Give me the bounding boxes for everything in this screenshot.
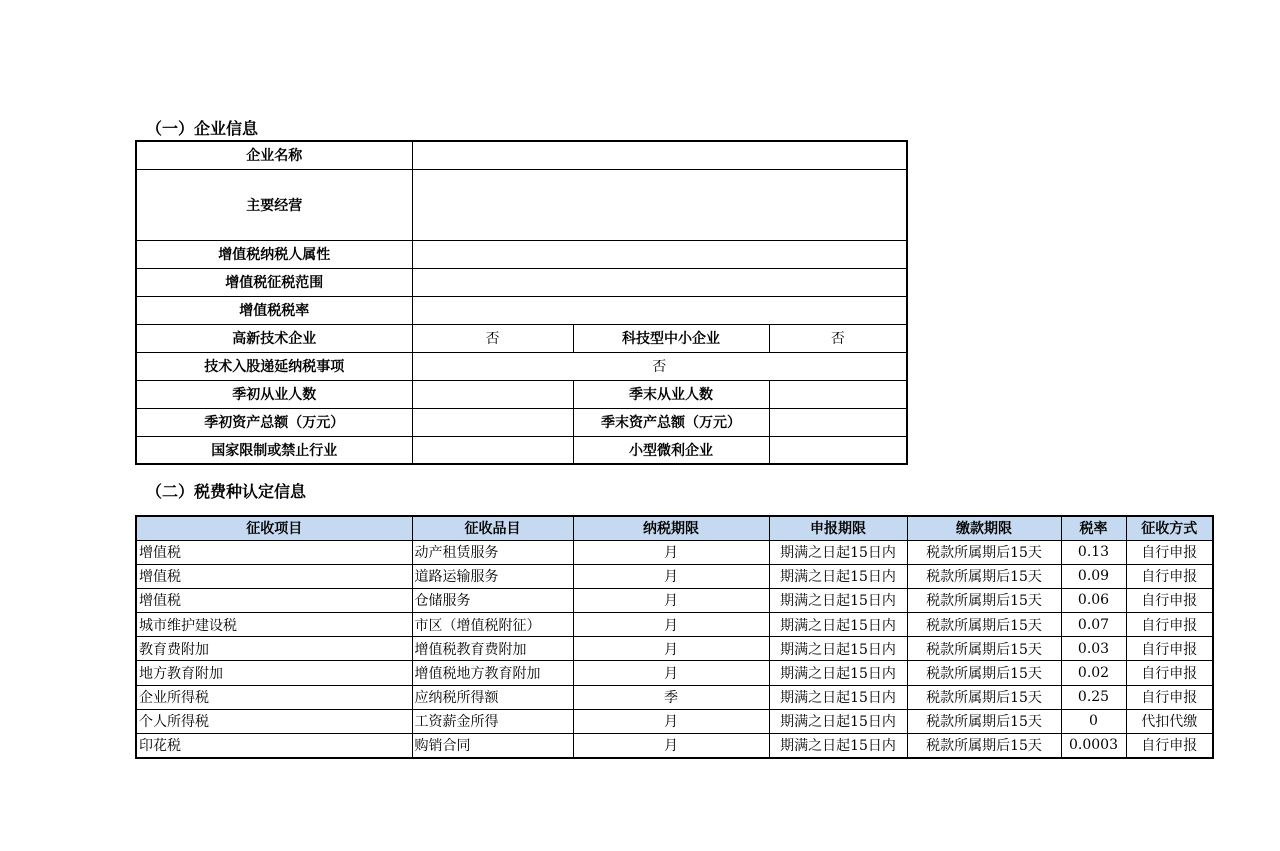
cell-tax-category[interactable]: 增值税地方教育附加	[412, 661, 573, 685]
column-header: 征收方式	[1126, 516, 1213, 540]
table-row	[136, 564, 1213, 588]
cell-payment-deadline[interactable]: 税款所属期后15天	[907, 564, 1061, 588]
cell-label: 季末资产总额（万元）	[573, 408, 769, 436]
cell-tax-rate[interactable]: 0.03	[1061, 637, 1126, 661]
cell-collection-method[interactable]: 自行申报	[1126, 734, 1213, 758]
cell-tax-category[interactable]: 应纳税所得额	[412, 685, 573, 709]
cell-tax-period[interactable]: 月	[573, 540, 769, 564]
cell-tax-category[interactable]: 工资薪金所得	[412, 709, 573, 733]
emp-start-value[interactable]	[412, 380, 573, 408]
cell-label: 小型微利企业	[573, 436, 769, 464]
cell-collection-method[interactable]: 自行申报	[1126, 613, 1213, 637]
cell-label: 增值税税率	[136, 296, 412, 324]
table-row	[136, 352, 907, 380]
cell-collection-method[interactable]: 自行申报	[1126, 685, 1213, 709]
table-row	[136, 380, 907, 408]
cell-payment-deadline[interactable]: 税款所属期后15天	[907, 734, 1061, 758]
table-row	[136, 613, 1213, 637]
assets-end-value[interactable]	[769, 408, 907, 436]
column-header: 征收项目	[136, 516, 412, 540]
column-header: 纳税期限	[573, 516, 769, 540]
table-row	[136, 141, 907, 169]
cell-tax-category[interactable]: 购销合同	[412, 734, 573, 758]
tax-type-table	[135, 515, 1214, 759]
section-title-enterprise-info: （一）企业信息	[146, 119, 259, 138]
cell-collection-method[interactable]: 自行申报	[1126, 588, 1213, 612]
cell-collection-method[interactable]: 自行申报	[1126, 540, 1213, 564]
cell-filing-deadline[interactable]: 期满之日起15日内	[769, 564, 907, 588]
table-row	[136, 588, 1213, 612]
enterprise-info-table	[135, 140, 908, 465]
cell-tax-item[interactable]: 企业所得税	[136, 685, 412, 709]
cell-tax-item[interactable]: 增值税	[136, 564, 412, 588]
cell-tax-rate[interactable]: 0.13	[1061, 540, 1126, 564]
cell-tax-rate[interactable]: 0.06	[1061, 588, 1126, 612]
cell-payment-deadline[interactable]: 税款所属期后15天	[907, 637, 1061, 661]
cell-filing-deadline[interactable]: 期满之日起15日内	[769, 613, 907, 637]
cell-tax-item[interactable]: 城市维护建设税	[136, 613, 412, 637]
table-header-row	[136, 516, 1213, 540]
cell-label: 季末从业人数	[573, 380, 769, 408]
cell-tax-category[interactable]: 市区（增值税附征）	[412, 613, 573, 637]
cell-payment-deadline[interactable]: 税款所属期后15天	[907, 661, 1061, 685]
cell-payment-deadline[interactable]: 税款所属期后15天	[907, 588, 1061, 612]
assets-start-value[interactable]	[412, 408, 573, 436]
cell-collection-method[interactable]: 自行申报	[1126, 637, 1213, 661]
cell-filing-deadline[interactable]: 期满之日起15日内	[769, 734, 907, 758]
table-row	[136, 240, 907, 268]
cell-payment-deadline[interactable]: 税款所属期后15天	[907, 613, 1061, 637]
cell-tax-period[interactable]: 月	[573, 734, 769, 758]
cell-tax-rate[interactable]: 0.0003	[1061, 734, 1126, 758]
emp-end-value[interactable]	[769, 380, 907, 408]
cell-tax-rate[interactable]: 0	[1061, 709, 1126, 733]
cell-collection-method[interactable]: 自行申报	[1126, 564, 1213, 588]
cell-label: 增值税纳税人属性	[136, 240, 412, 268]
cell-payment-deadline[interactable]: 税款所属期后15天	[907, 709, 1061, 733]
cell-tax-rate[interactable]: 0.02	[1061, 661, 1126, 685]
cell-label: 国家限制或禁止行业	[136, 436, 412, 464]
cell-label: 高新技术企业	[136, 324, 412, 352]
small-value[interactable]	[769, 436, 907, 464]
cell-tax-item[interactable]: 地方教育附加	[136, 661, 412, 685]
column-header: 申报期限	[769, 516, 907, 540]
deferral-value[interactable]: 否	[412, 352, 907, 380]
cell-tax-category[interactable]: 仓储服务	[412, 588, 573, 612]
cell-tax-category[interactable]: 道路运输服务	[412, 564, 573, 588]
table-row	[136, 408, 907, 436]
cell-tax-item[interactable]: 教育费附加	[136, 637, 412, 661]
cell-label: 技术入股递延纳税事项	[136, 352, 412, 380]
cell-tax-item[interactable]: 增值税	[136, 540, 412, 564]
table-row	[136, 661, 1213, 685]
table-row	[136, 685, 1213, 709]
cell-tax-rate[interactable]: 0.07	[1061, 613, 1126, 637]
cell-tax-period[interactable]: 月	[573, 588, 769, 612]
cell-tax-period[interactable]: 季	[573, 685, 769, 709]
cell-filing-deadline[interactable]: 期满之日起15日内	[769, 709, 907, 733]
cell-label: 季初资产总额（万元）	[136, 408, 412, 436]
cell-tax-item[interactable]: 印花税	[136, 734, 412, 758]
cell-tax-period[interactable]: 月	[573, 564, 769, 588]
restricted-value[interactable]	[412, 436, 573, 464]
cell-filing-deadline[interactable]: 期满之日起15日内	[769, 588, 907, 612]
cell-tax-category[interactable]: 动产租赁服务	[412, 540, 573, 564]
cell-label: 科技型中小企业	[573, 324, 769, 352]
cell-tax-period[interactable]: 月	[573, 613, 769, 637]
cell-tax-item[interactable]: 个人所得税	[136, 709, 412, 733]
table-row	[136, 268, 907, 296]
cell-tax-rate[interactable]: 0.25	[1061, 685, 1126, 709]
column-header: 税率	[1061, 516, 1126, 540]
cell-tax-period[interactable]: 月	[573, 709, 769, 733]
table-row	[136, 296, 907, 324]
cell-payment-deadline[interactable]: 税款所属期后15天	[907, 540, 1061, 564]
table-row	[136, 324, 907, 352]
cell-label: 增值税征税范围	[136, 268, 412, 296]
hightech-value[interactable]: 否	[412, 324, 573, 352]
cell-tax-period[interactable]: 月	[573, 637, 769, 661]
cell-collection-method[interactable]: 代扣代缴	[1126, 709, 1213, 733]
vat-attribute-value[interactable]	[412, 240, 907, 268]
cell-filing-deadline[interactable]: 期满之日起15日内	[769, 661, 907, 685]
cell-filing-deadline[interactable]: 期满之日起15日内	[769, 540, 907, 564]
vat-scope-value[interactable]	[412, 268, 907, 296]
cell-collection-method[interactable]: 自行申报	[1126, 661, 1213, 685]
column-header: 征收品目	[412, 516, 573, 540]
table-row	[136, 709, 1213, 733]
cell-label: 季初从业人数	[136, 380, 412, 408]
main-business-value[interactable]	[412, 169, 907, 240]
vat-rate-value[interactable]	[412, 296, 907, 324]
cell-tax-period[interactable]: 月	[573, 661, 769, 685]
cell-label: 主要经营	[136, 169, 412, 240]
table-row	[136, 734, 1213, 758]
section-title-tax-types: （二）税费种认定信息	[146, 482, 307, 501]
column-header: 缴款期限	[907, 516, 1061, 540]
enterprise-name-value[interactable]	[412, 141, 907, 169]
cell-tax-item[interactable]: 增值税	[136, 588, 412, 612]
cell-tax-rate[interactable]: 0.09	[1061, 564, 1126, 588]
cell-filing-deadline[interactable]: 期满之日起15日内	[769, 685, 907, 709]
cell-payment-deadline[interactable]: 税款所属期后15天	[907, 685, 1061, 709]
table-row	[136, 436, 907, 464]
table-row	[136, 169, 907, 240]
sme-value[interactable]: 否	[769, 324, 907, 352]
table-row	[136, 540, 1213, 564]
cell-filing-deadline[interactable]: 期满之日起15日内	[769, 637, 907, 661]
cell-tax-category[interactable]: 增值税教育费附加	[412, 637, 573, 661]
table-row	[136, 637, 1213, 661]
cell-label: 企业名称	[136, 141, 412, 169]
